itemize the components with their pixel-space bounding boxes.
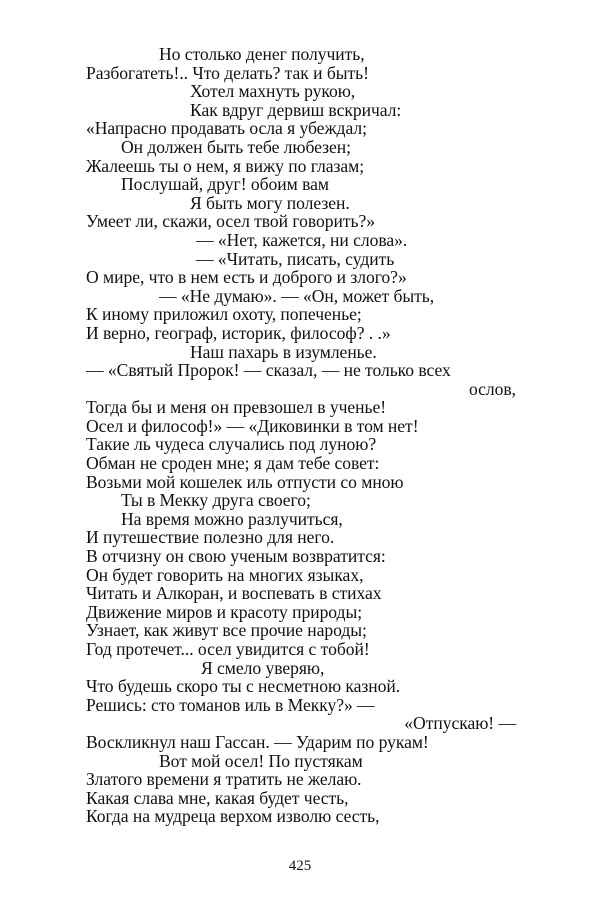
poem-line: Златого времени я тратить не желаю.: [86, 769, 362, 790]
poem-line: Ты в Мекку друга своего;: [121, 490, 311, 511]
poem-line: — «Читать, писать, судить: [196, 248, 395, 269]
poem-line: Жалеешь ты о нем, я вижу по глазам;: [86, 155, 365, 176]
poem-line: Но столько денег получить,: [159, 44, 365, 64]
poem-line: Возьми мой кошелек иль отпусти со мною: [86, 471, 404, 492]
poem-line: Что будешь скоро ты с несметною казной.: [86, 676, 401, 697]
poem-line: Умеет ли, скажи, осел твой говорить?»: [86, 211, 375, 232]
poem-line: ослов,: [468, 378, 516, 399]
poem-line: Разбогатеть!.. Что делать? так и быть!: [86, 62, 369, 83]
poem-line: — «Святый Пророк! — сказал, — не только всех: [86, 360, 451, 381]
poem-line: Я смело уверяю,: [201, 657, 325, 678]
poem-line: — «Не думаю». — «Он, может быть,: [159, 285, 435, 306]
poem-line: «Отпускаю! —: [404, 713, 516, 734]
poem-line: Наш пахарь в изумленье.: [190, 341, 377, 362]
poem-line: Тогда бы и меня он превзошел в ученье!: [86, 397, 387, 418]
poem-line: Год протечет... осел увидится с тобой!: [86, 639, 370, 659]
poem-line: И верно, географ, историк, философ? . .»: [86, 322, 391, 343]
poem-line: — «Нет, кажется, ни слова».: [196, 229, 408, 250]
poem-line: В отчизну он свою ученым возвратится:: [86, 546, 386, 567]
poem-line: «Напрасно продавать осла я убеждал;: [86, 118, 367, 139]
poem-line: На время можно разлучиться,: [121, 508, 343, 529]
poem-line: Решись: сто томанов иль в Мекку?» —: [86, 694, 375, 715]
poem-line: И путешествие полезно для него.: [86, 527, 335, 548]
poem-line: Узнает, как живут все прочие народы;: [86, 620, 367, 641]
poem-line: Осел и философ!» — «Диковинки в том нет!: [86, 415, 419, 436]
poem-line: Какая слава мне, какая будет честь,: [86, 787, 349, 808]
poem-line: Такие ль чудеса случались под луною?: [86, 434, 377, 455]
poem-line: Послушай, друг! обоим вам: [121, 174, 329, 195]
poem-line: Как вдруг дервиш вскричал:: [190, 99, 402, 120]
poem-line: Он должен быть тебе любезен;: [121, 136, 351, 157]
poem-line: Движение миров и красоту природы;: [86, 601, 363, 622]
poem-line: Он будет говорить на многих языках,: [86, 564, 364, 585]
poem-line: Читать и Алкоран, и воспевать в стихах: [86, 583, 382, 604]
poem-line: Хотел махнуть рукою,: [190, 81, 356, 102]
poem-line: Вот мой осел! По пустякам: [159, 750, 363, 771]
poem-line: Обман не сроден мне; я дам тебе совет:: [86, 453, 380, 474]
poem-line: Когда на мудреца верхом изволю сесть,: [86, 806, 380, 827]
poem-line: Воскликнул наш Гассан. — Ударим по рукам!: [86, 731, 429, 752]
poem-text: [86, 45, 516, 826]
poem-line: К иному приложил охоту, попеченье;: [86, 304, 362, 325]
poem-line: Я быть могу полезен.: [190, 192, 350, 213]
poem-line: О мире, что в нем есть и доброго и злого?»: [86, 267, 407, 288]
page-number: 425: [288, 858, 312, 874]
